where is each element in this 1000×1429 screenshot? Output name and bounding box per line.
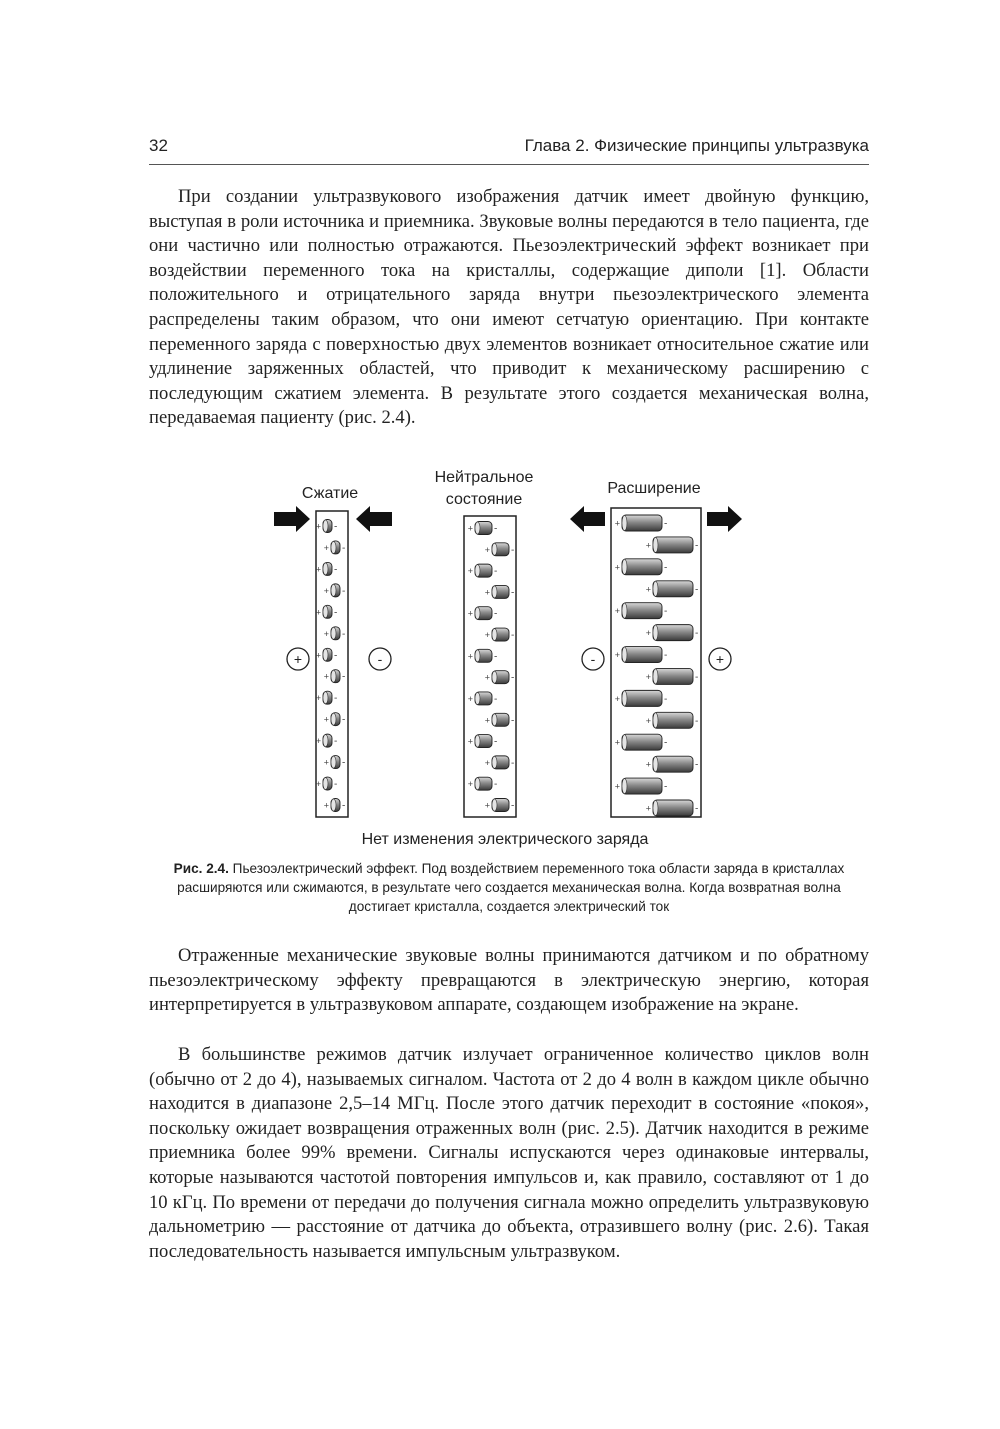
chapter-title: Глава 2. Физические принципы ультразвука <box>524 136 869 155</box>
dipole-end <box>331 627 336 639</box>
dipole-end <box>475 565 480 577</box>
dipole-expansion <box>646 625 699 641</box>
dipole-minus-sign: - <box>334 521 338 533</box>
dipole-end <box>653 625 658 640</box>
dipole-compression <box>316 520 338 533</box>
dipole-minus-sign: - <box>664 650 668 662</box>
label-neutral-line1: Нейтральное <box>434 469 534 486</box>
dipole-plus-sign: + <box>645 628 651 639</box>
dipole-plus-sign: + <box>467 779 473 790</box>
dipole-minus-sign: - <box>511 672 515 684</box>
dipole-end <box>323 735 328 747</box>
dipole-compression <box>324 799 346 812</box>
figure-piezoelectric-effect <box>260 460 760 860</box>
dipole-minus-sign: - <box>494 566 498 578</box>
dipole-minus-sign: - <box>664 562 668 574</box>
dipole-minus-sign: - <box>664 781 668 793</box>
dipole-plus-sign: + <box>323 628 329 639</box>
dipole-minus-sign: - <box>342 800 346 812</box>
dipole-expansion <box>646 581 699 597</box>
dipole-minus-sign: - <box>695 540 699 552</box>
dipole-plus-sign: + <box>323 542 329 553</box>
dipole-end <box>492 586 497 598</box>
dipole-minus-sign: - <box>334 693 338 705</box>
dipole-end <box>475 522 480 534</box>
caption-label: Рис. 2.4. <box>173 861 229 876</box>
dipole-plus-sign: + <box>484 672 490 683</box>
dipole-end <box>475 692 480 704</box>
body-paragraph: Отраженные механические звуковые волны принимаются датчиком и по обратному пьезоэлектрическому эффекту превращаются в электрическую энергию, которая интерпретируется в ультразвуковом аппарате, создающем изображение на экране. <box>149 945 869 1016</box>
dipole-end <box>622 691 627 706</box>
dipole-end <box>331 756 336 768</box>
dipole-body <box>622 778 662 794</box>
dipole-body <box>653 800 693 816</box>
dipole-end <box>323 563 328 575</box>
dipole-plus-sign: + <box>484 757 490 768</box>
dipole-plus-sign: + <box>467 566 473 577</box>
dipole-expansion <box>646 668 699 684</box>
dipole-body <box>622 647 662 663</box>
dipole-plus-sign: + <box>614 737 620 748</box>
dipole-minus-sign: - <box>664 518 668 530</box>
label-expansion: Расширение <box>607 480 701 497</box>
dipole-plus-sign: + <box>614 518 620 529</box>
dipole-end <box>475 735 480 747</box>
dipole-minus-sign: - <box>494 736 498 748</box>
dipole-end <box>653 669 658 684</box>
dipole-end <box>622 516 627 531</box>
dipole-expansion <box>615 603 668 619</box>
dipole-compression <box>316 562 338 575</box>
dipole-plus-sign: + <box>614 781 620 792</box>
dipole-plus-sign: + <box>323 585 329 596</box>
dipole-plus-sign: + <box>467 736 473 747</box>
dipole-minus-sign: - <box>342 671 346 683</box>
dipole-minus-sign: - <box>511 630 515 642</box>
dipole-plus-sign: + <box>315 564 321 575</box>
dipole-body <box>653 537 693 553</box>
electrode-sign: + <box>715 651 725 667</box>
dipole-plus-sign: + <box>323 757 329 768</box>
dipole-end <box>475 607 480 619</box>
dipole-expansion <box>646 537 699 553</box>
electrode-sign: - <box>590 651 596 667</box>
dipole-body <box>622 603 662 619</box>
dipole-end <box>492 799 497 811</box>
dipole-minus-sign: - <box>334 779 338 791</box>
dipole-end <box>475 650 480 662</box>
dipole-compression <box>324 627 346 640</box>
dipole-body <box>653 625 693 641</box>
dipole-end <box>323 520 328 532</box>
dipole-end <box>331 541 336 553</box>
dipole-minus-sign: - <box>511 544 515 556</box>
dipole-minus-sign: - <box>494 779 498 791</box>
dipole-end <box>331 799 336 811</box>
dipole-minus-sign: - <box>342 714 346 726</box>
dipole-minus-sign: - <box>695 759 699 771</box>
dipole-plus-sign: + <box>323 800 329 811</box>
dipole-body <box>653 581 693 597</box>
dipole-plus-sign: + <box>467 651 473 662</box>
dipole-compression <box>324 584 346 597</box>
label-neutral-line2: состояние <box>445 491 523 508</box>
dipole-end <box>492 629 497 641</box>
dipole-compression <box>324 670 346 683</box>
dipole-end <box>492 671 497 683</box>
dipole-end <box>653 757 658 772</box>
dipole-minus-sign: - <box>334 607 338 619</box>
dipole-end <box>331 670 336 682</box>
dipole-minus-sign: - <box>342 542 346 554</box>
dipole-end <box>653 713 658 728</box>
dipole-end <box>323 778 328 790</box>
dipole-plus-sign: + <box>645 803 651 814</box>
dipole-minus-sign: - <box>695 715 699 727</box>
dipole-plus-sign: + <box>315 736 321 747</box>
dipole-plus-sign: + <box>315 693 321 704</box>
dipole-expansion <box>646 756 699 772</box>
dipole-body <box>622 515 662 531</box>
dipole-end <box>492 714 497 726</box>
body-paragraph: В большинстве режимов датчик излучает ограниченное количество циклов волн (обычно от 2 до 4), называемых сигналом. Частота от 2 до 4 волн в каждом цикле обычно находится в диапазоне 2,5–14 МГц. После этого датчик переходит в состояние «покоя», поскольку ожидает возвращения отраженных волн (рис. 2.5). Датчик находится в режиме приемника более 99% времени. Сигналы испускаются через одинаковые интервалы, которые называются частотой повторения импульсов и, как правило, составляют от 1 до 10 кГц. По времени от передачи до получения сигнала можно определить ультразвуковую дальнометрию — расстояние от датчика до объекта, отразившего волну (рис. 2.6). Такая последовательность называется импульсным ультразвуком. <box>149 1044 869 1262</box>
dipole-plus-sign: + <box>323 671 329 682</box>
dipole-plus-sign: + <box>467 608 473 619</box>
dipole-expansion <box>646 712 699 728</box>
dipole-plus-sign: + <box>484 587 490 598</box>
dipole-end <box>622 603 627 618</box>
dipole-plus-sign: + <box>467 523 473 534</box>
body-paragraph: При создании ультразвукового изображения датчик имеет двойную функцию, выступая в роли источника и приемника. Звуковые волны передаются в тело пациента, где они частично или полностью отражаются. Пьезоэлектрический эффект возникает при воздействии переменного тока на кристаллы, содержащие диполи [1]. Области положительного и отрицательного заряда внутри пьезоэлектрического элемента распределены таким образом, что они имеют сетчатую ориентацию. При контакте переменного заряда с поверхностью двух элементов возникает относительное сжатие или удлинение заряженных областей, что приводит к механическому расширению с последующим сжатием элемента. В результате этого создается механическая волна, передаваемая пациенту (рис. 2.4). <box>149 186 869 429</box>
dipole-body <box>653 668 693 684</box>
dipole-plus-sign: + <box>484 800 490 811</box>
page-number: 32 <box>149 136 168 155</box>
compression-crystal-box <box>316 511 348 817</box>
dipole-plus-sign: + <box>645 671 651 682</box>
label-compression: Сжатие <box>301 485 359 502</box>
dipole-minus-sign: - <box>664 737 668 749</box>
dipole-compression <box>324 541 346 554</box>
dipole-minus-sign: - <box>334 650 338 662</box>
dipole-compression <box>316 648 338 661</box>
dipole-expansion <box>615 515 668 531</box>
dipole-plus-sign: + <box>614 606 620 617</box>
dipole-minus-sign: - <box>494 608 498 620</box>
neutral-crystal-box <box>464 516 516 817</box>
dipole-plus-sign: + <box>484 544 490 555</box>
dipole-compression <box>316 734 338 747</box>
dipole-minus-sign: - <box>334 736 338 748</box>
dipole-expansion <box>646 800 699 816</box>
dipole-minus-sign: - <box>494 523 498 535</box>
dipole-plus-sign: + <box>614 562 620 573</box>
dipole-plus-sign: + <box>645 715 651 726</box>
dipole-minus-sign: - <box>342 628 346 640</box>
dipole-end <box>331 584 336 596</box>
dipole-end <box>492 756 497 768</box>
dipole-expansion <box>615 690 668 706</box>
dipole-plus-sign: + <box>645 540 651 551</box>
dipole-minus-sign: - <box>511 800 515 812</box>
dipole-minus-sign: - <box>511 757 515 769</box>
dipole-compression <box>316 691 338 704</box>
dipole-compression <box>316 777 338 790</box>
dipole-plus-sign: + <box>315 521 321 532</box>
dipole-plus-sign: + <box>315 779 321 790</box>
dipole-plus-sign: + <box>323 714 329 725</box>
dipole-end <box>492 543 497 555</box>
dipole-minus-sign: - <box>664 693 668 705</box>
dipole-end <box>622 559 627 574</box>
dipole-minus-sign: - <box>695 584 699 596</box>
dipole-plus-sign: + <box>484 630 490 641</box>
electrode-sign: + <box>293 651 303 667</box>
dipole-expansion <box>615 559 668 575</box>
dipole-minus-sign: - <box>695 671 699 683</box>
dipole-body <box>622 690 662 706</box>
dipole-expansion <box>615 778 668 794</box>
figure-drawing <box>260 460 760 860</box>
electrode-sign: - <box>377 651 383 667</box>
dipole-plus-sign: + <box>614 693 620 704</box>
dipole-end <box>323 692 328 704</box>
dipole-plus-sign: + <box>484 715 490 726</box>
caption-text: Пьезоэлектрический эффект. Под воздействием переменного тока области заряда в кристаллах расширяются или сжимаются, в результате чего создается механическая волна. Когда возвратная волна достигает кристалла, создается электрический ток <box>177 861 845 915</box>
label-no-charge-change: Нет изменения электрического заряда <box>361 831 649 848</box>
dipole-end <box>622 779 627 794</box>
dipole-compression <box>324 713 346 726</box>
arrow-expansion-left <box>570 506 605 532</box>
dipole-end <box>475 778 480 790</box>
dipole-end <box>653 537 658 552</box>
dipole-compression <box>316 605 338 618</box>
dipole-minus-sign: - <box>342 585 346 597</box>
dipole-end <box>622 647 627 662</box>
dipole-expansion <box>615 647 668 663</box>
running-header <box>149 136 869 165</box>
dipole-end <box>331 713 336 725</box>
dipole-end <box>653 581 658 596</box>
figure-caption <box>149 859 869 917</box>
dipole-body <box>653 712 693 728</box>
dipole-minus-sign: - <box>664 606 668 618</box>
dipole-plus-sign: + <box>467 693 473 704</box>
arrow-expansion-right <box>707 506 742 532</box>
dipole-body <box>622 559 662 575</box>
dipole-plus-sign: + <box>614 650 620 661</box>
dipole-minus-sign: - <box>511 587 515 599</box>
dipole-minus-sign: - <box>342 757 346 769</box>
dipole-plus-sign: + <box>645 584 651 595</box>
dipole-minus-sign: - <box>334 564 338 576</box>
dipole-end <box>622 735 627 750</box>
dipole-end <box>323 606 328 618</box>
dipole-minus-sign: - <box>695 628 699 640</box>
dipole-compression <box>324 756 346 769</box>
dipole-end <box>653 801 658 816</box>
dipole-minus-sign: - <box>494 651 498 663</box>
dipole-plus-sign: + <box>315 607 321 618</box>
dipole-body <box>622 734 662 750</box>
dipole-expansion <box>615 734 668 750</box>
dipole-minus-sign: - <box>511 715 515 727</box>
dipole-minus-sign: - <box>695 803 699 815</box>
dipole-minus-sign: - <box>494 693 498 705</box>
dipole-plus-sign: + <box>315 650 321 661</box>
dipole-plus-sign: + <box>645 759 651 770</box>
arrow-compression-right <box>356 506 392 532</box>
dipole-body <box>653 756 693 772</box>
dipole-end <box>323 649 328 661</box>
arrow-compression-left <box>274 506 310 532</box>
